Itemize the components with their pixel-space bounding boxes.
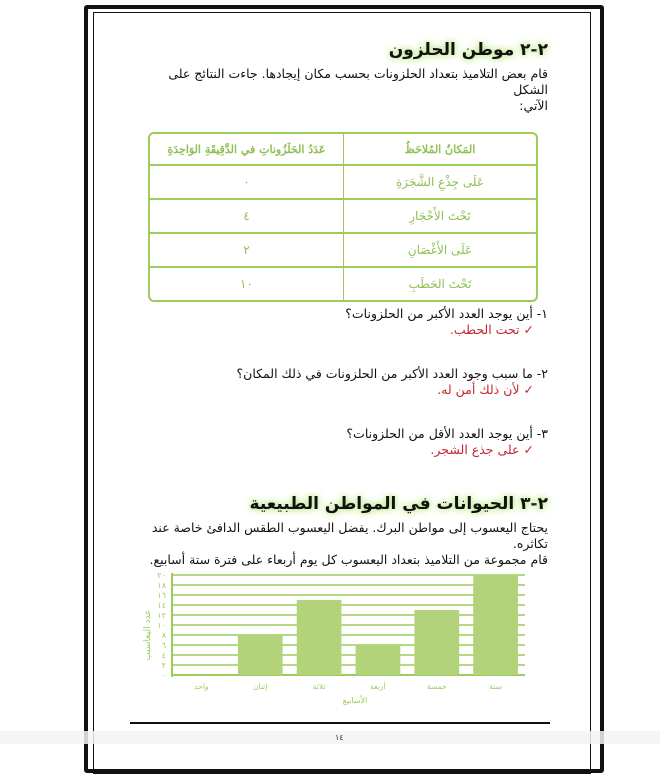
answer-value: تحت الحطب.: [449, 322, 520, 337]
cell-count: ٠: [150, 166, 343, 200]
bar-week-3: [297, 600, 342, 675]
section-title-animals: ٢-٣ الحيوانات في المواطن الطبيعية: [249, 494, 548, 514]
y-tick-label: ٢: [161, 661, 166, 670]
chart-y-ticks: [157, 571, 166, 680]
dragonfly-bar-chart: [140, 560, 550, 710]
bar-week-2: [238, 635, 283, 675]
y-tick-label: ٠: [161, 671, 166, 680]
question-text: ١- أين يوجد العدد الأكبر من الحلزونات؟: [345, 306, 548, 321]
table-row: [150, 166, 536, 200]
checkmark-icon: ✓: [523, 442, 534, 457]
x-tick-label: إثنان: [253, 682, 268, 691]
chart-x-label: الأسابيع: [342, 696, 368, 705]
question-3: [140, 426, 548, 458]
intro-paragraph: [140, 66, 548, 114]
y-tick-label: ١٤: [157, 601, 166, 610]
question-text: ٣- أين يوجد العدد الأقل من الحلزونات؟: [346, 426, 548, 441]
header-count: عَدَدُ الحَلَزُوناتِ في الدَّقِيقَةِ الوَاحِدَةِ: [150, 134, 343, 166]
chart-grid: [172, 573, 525, 677]
document-page: [140, 40, 548, 568]
table-row: [150, 234, 536, 268]
y-tick-label: ٦: [161, 641, 166, 650]
y-tick-label: ٢٠: [157, 571, 166, 580]
para1-line-1: يحتاج اليعسوب إلى مواطن البرك. يفضل اليعسوب الطقس الدافئ خاصة عند: [151, 520, 548, 535]
answer-value: لأن ذلك أمن له.: [437, 382, 520, 397]
cell-place: عَلَى جِذْعِ الشَّجَرَةِ: [343, 166, 536, 200]
cell-place: عَلَى الأَغْصَانِ: [343, 234, 536, 268]
para1-line-2: تكاثره.: [512, 536, 548, 551]
x-tick-label: ستة: [489, 682, 502, 691]
header-place: المَكانُ المُلاحَظُ: [343, 134, 536, 166]
chart-x-ticks: [194, 681, 502, 691]
para2: قام مجموعة من التلاميذ بتعداد اليعسوب كل يوم أربعاء على فترة ستة أسابيع.: [149, 552, 548, 567]
answer-text: [140, 442, 548, 458]
table-row: [150, 200, 536, 234]
x-tick-label: واحد: [194, 682, 209, 691]
footer-rule: [130, 722, 550, 724]
y-tick-label: ١٢: [157, 611, 166, 620]
x-tick-label: ثلاثة: [312, 682, 326, 691]
table-header-row: [150, 134, 536, 166]
answer-text: [140, 322, 548, 338]
cell-count: ٤: [150, 200, 343, 234]
checkmark-icon: ✓: [523, 382, 534, 397]
question-2: [140, 366, 548, 398]
chart-svg: [140, 560, 550, 710]
intro-line-2: الآتي:: [519, 98, 548, 113]
bar-week-5: [414, 610, 459, 675]
y-tick-label: ١٠: [157, 621, 166, 630]
cell-count: ٢: [150, 234, 343, 268]
x-tick-label: خمسة: [426, 682, 447, 691]
question-1: [140, 306, 548, 338]
cell-place: تَحْتَ الأَحْجَارِ: [343, 200, 536, 234]
chart-y-label: عدد اليعاسيب: [143, 609, 153, 661]
question-text: ٢- ما سبب وجود العدد الأكبر من الحلزونات في ذلك المكان؟: [236, 366, 548, 381]
y-tick-label: ٤: [161, 651, 166, 660]
bar-week-4: [356, 645, 401, 675]
bar-week-6: [473, 575, 518, 675]
intro-line-1: قام بعض التلاميذ بتعداد الحلزونات بحسب مكان إيجادها. جاءت النتائج على الشكل: [168, 66, 548, 97]
cell-count: ١٠: [240, 277, 253, 291]
table-row: [150, 268, 536, 300]
section-title-snail-habitat: ٢-٢ موطن الحلزون: [388, 40, 548, 60]
x-tick-label: أربعة: [370, 682, 386, 691]
snail-count-table: [148, 132, 538, 302]
y-tick-label: ١٦: [157, 591, 166, 600]
checkmark-icon: ✓: [523, 322, 534, 337]
y-tick-label: ١٨: [157, 581, 166, 590]
answer-value: على جذع الشجر.: [430, 442, 520, 457]
page-number: ١٤: [335, 733, 344, 742]
y-tick-label: ٨: [161, 631, 166, 640]
cell-place: تَحْتَ الحَطَبِ: [343, 268, 536, 300]
viewer-bottom-strip: [0, 731, 660, 744]
answer-text: [140, 382, 548, 398]
